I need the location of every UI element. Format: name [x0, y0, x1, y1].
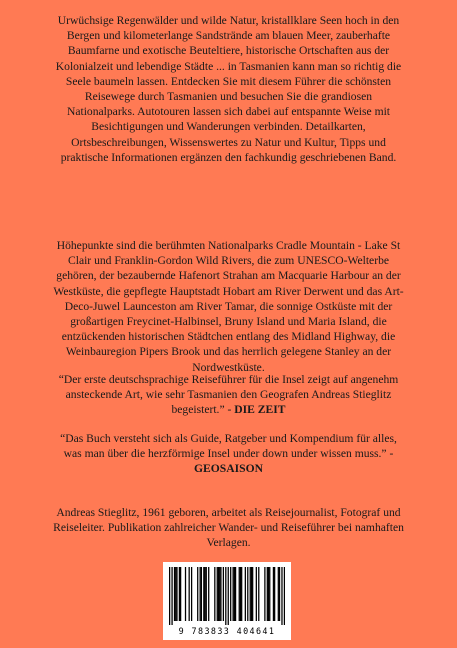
barcode-bar	[169, 567, 170, 625]
review-quote-geosaison	[50, 431, 407, 477]
barcode-bar	[278, 567, 279, 621]
barcode-bar	[267, 567, 268, 621]
barcode-bar	[206, 567, 207, 621]
description-paragraph: Urwüchsige Regenwälder und wilde Natur, kristallklare Seen hoch in den Bergen und kilometerlange Sandstrände am blauen Meer, zauberhafte Baumfarne und exotische Beuteltiere, historische Ortschaften aus der Kolonialzeit und lebendige Städte ... in Tasmanien kann man so richtig die Seele baumeln lassen. Entdecken Sie mit diesem Führer die schönsten Reisewege durch Tasmanien und besuchen Sie die grandiosen Nationalparks. Autotouren lassen sich dabei auf entspannte Weise mit Besichtigungen und Wanderungen verbinden. Detailkarten, Ortsbeschreibungen, Wissenswertes zu Natur und Kultur, Tipps und praktische Informationen ergänzen den fachkundig geschriebenen Band.	[55, 14, 402, 164]
quote-text: “Das Buch versteht sich als Guide, Ratgeber und Kompendium für alles, was man über die herzförmige Insel under down under wissen muss.” -	[60, 432, 397, 461]
barcode-bar	[200, 567, 201, 621]
barcode-bar	[225, 567, 226, 625]
barcode-bar	[245, 567, 246, 621]
barcode-bar	[197, 567, 198, 621]
barcode-bars	[169, 567, 285, 625]
barcode-bar	[204, 567, 205, 621]
barcode-bar	[264, 567, 265, 621]
barcode-bar	[232, 567, 233, 621]
barcode-bar	[252, 567, 253, 621]
barcode-bar	[240, 567, 241, 621]
barcode-bar	[218, 567, 219, 621]
barcode-bar	[251, 567, 252, 621]
author-bio: Andreas Stieglitz, 1961 geboren, arbeitet als Reisejournalist, Fotograf und Reiseleiter. Publikation zahlreicher Wander- und Reiseführer bei namhaften Verlagen.	[53, 506, 404, 550]
barcode-bar	[208, 567, 209, 621]
barcode-bar	[258, 567, 259, 621]
barcode-bar	[273, 567, 274, 621]
isbn-barcode	[163, 562, 291, 640]
barcode-bar	[234, 567, 235, 621]
barcode-bar	[247, 567, 248, 621]
barcode-bar	[185, 567, 186, 621]
barcode-bar	[220, 567, 221, 621]
barcode-bar	[203, 567, 204, 621]
barcode-bar	[256, 567, 257, 621]
barcode-bar	[268, 567, 269, 621]
barcode-bar	[239, 567, 240, 621]
barcode-bar	[214, 567, 215, 621]
barcode-bar	[171, 567, 172, 625]
barcode-bar	[281, 567, 282, 625]
barcode-bar	[217, 567, 218, 621]
barcode-bar	[284, 567, 285, 625]
quote-source: DIE ZEIT	[234, 403, 286, 417]
barcode-bar	[189, 567, 190, 621]
barcode-bar	[191, 567, 192, 621]
barcode-bar	[175, 567, 176, 621]
review-quote-zeit	[50, 372, 407, 418]
isbn-number: 9 783833 404641	[178, 626, 276, 636]
quote-text: “Der erste deutschsprachige Reiseführer für die Insel zeigt auf angenehm ansteckende Art, wie sehr Tasmanien den Geografen Andreas Stieglitz begeistert.” -	[58, 373, 399, 417]
barcode-bar	[223, 567, 224, 621]
barcode-bar	[219, 567, 220, 621]
barcode-bar	[179, 567, 180, 621]
barcode-bar	[176, 567, 177, 621]
barcode-bar	[180, 567, 181, 621]
quote-source: GEOSAISON	[194, 462, 263, 476]
barcode-bar	[174, 567, 175, 621]
barcode-bar	[250, 567, 251, 621]
barcode-bar	[201, 567, 202, 621]
barcode-bar	[279, 567, 280, 621]
barcode-bar	[230, 567, 231, 621]
barcode-bar	[228, 567, 229, 625]
highlights-paragraph: Höhepunkte sind die berühmten Nationalparks Cradle Mountain - Lake St Clair und Franklin-Gordon Wild Rivers, die zum UNESCO-Welterbe gehören, der bezaubernde Hafenort Strahan am Macquarie Harbour an der Westküste, die gepflegte Hauptstadt Hobart am River Derwent und das Art-Deco-Juwel Launceston am River Tamar, die sonnige Ostküste mit der großartigen Freycinet-Halbinsel, Bruny Island und Maria Island, die entzückenden historischen Städtchen entlang des Midland Highway, die Weinbauregion Pipers Brook und das herrlich gelegene Stanley an der Nordwestküste.	[53, 239, 404, 374]
barcode-bar	[274, 567, 275, 621]
barcode-bar	[235, 567, 236, 621]
barcode-bar	[241, 567, 242, 621]
barcode-bar	[269, 567, 270, 621]
